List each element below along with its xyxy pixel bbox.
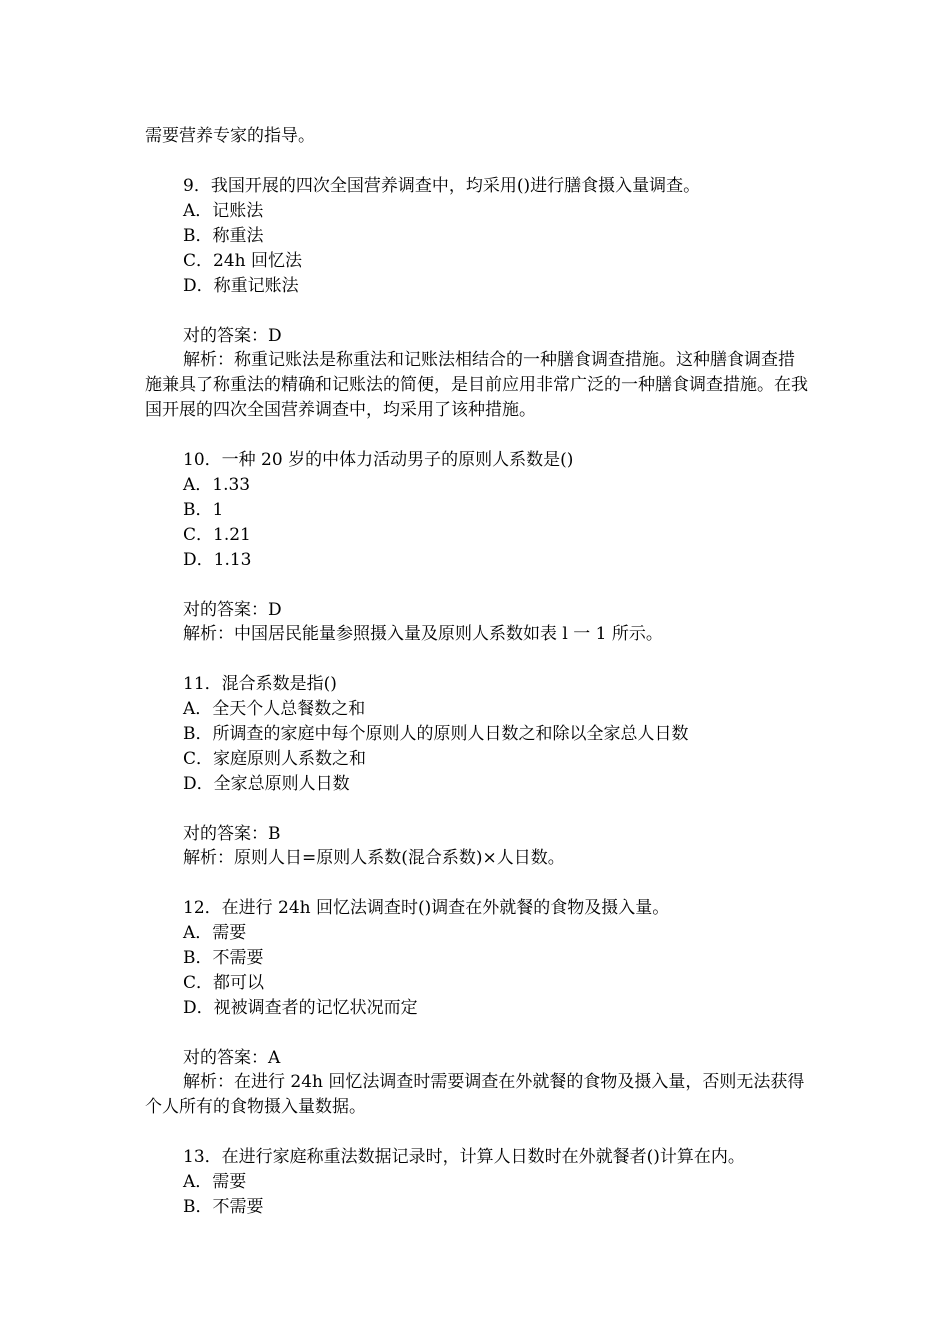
option-a: A．需要 bbox=[183, 1172, 247, 1192]
option-b: B．不需要 bbox=[183, 948, 264, 968]
option-b: B．不需要 bbox=[183, 1197, 264, 1217]
option-c: C．都可以 bbox=[183, 973, 265, 993]
question-stem: 10．一种 20 岁的中体力活动男子的原则人系数是() bbox=[183, 450, 574, 470]
option-a: A．需要 bbox=[183, 923, 247, 943]
option-d: D．全家总原则人日数 bbox=[183, 774, 350, 794]
answer: 对的答案：D bbox=[183, 600, 282, 620]
option-c: C．1.21 bbox=[183, 525, 251, 545]
option-a: A．记账法 bbox=[183, 201, 264, 221]
answer: 对的答案：D bbox=[183, 326, 282, 346]
option-d: D．称重记账法 bbox=[183, 276, 299, 296]
option-b: B．1 bbox=[183, 500, 224, 520]
question-stem: 11．混合系数是指() bbox=[183, 674, 337, 694]
option-d: D．视被调查者的记忆状况而定 bbox=[183, 998, 418, 1018]
analysis: 解析：中国居民能量参照摄入量及原则人系数如表 l 一 1 所示。 bbox=[183, 624, 663, 644]
option-c: C．家庭原则人系数之和 bbox=[183, 749, 367, 769]
option-a: A．全天个人总餐数之和 bbox=[183, 699, 366, 719]
option-b: B．所调查的家庭中每个原则人的原则人日数之和除以全家总人日数 bbox=[183, 724, 689, 744]
option-c: C．24h 回忆法 bbox=[183, 251, 302, 271]
option-a: A．1.33 bbox=[183, 475, 251, 495]
option-d: D．1.13 bbox=[183, 550, 252, 570]
question-stem: 13．在进行家庭称重法数据记录时，计算人日数时在外就餐者()计算在内。 bbox=[183, 1147, 745, 1167]
question-stem: 9．我国开展的四次全国营养调查中，均采用()进行膳食摄入量调查。 bbox=[183, 176, 701, 196]
analysis: 解析：在进行 24h 回忆法调查时需要调查在外就餐的食物及摄入量，否则无法获得个人所有的食物摄入量数据。 bbox=[145, 1072, 805, 1117]
answer: 对的答案：A bbox=[183, 1048, 281, 1068]
intro-tail: 需要营养专家的指导。 bbox=[145, 126, 315, 146]
question-stem: 12．在进行 24h 回忆法调查时()调查在外就餐的食物及摄入量。 bbox=[183, 898, 670, 918]
analysis: 解析：称重记账法是称重法和记账法相结合的一种膳食调查措施。这种膳食调查措施兼具了称重法的精确和记账法的简便，是目前应用非常广泛的一种膳食调查措施。在我国开展的四次全国营养调查中，均采用了该种措施。 bbox=[145, 350, 808, 420]
option-b: B．称重法 bbox=[183, 226, 264, 246]
analysis: 解析：原则人日=原则人系数(混合系数)×人日数。 bbox=[183, 848, 565, 868]
answer: 对的答案：B bbox=[183, 824, 281, 844]
